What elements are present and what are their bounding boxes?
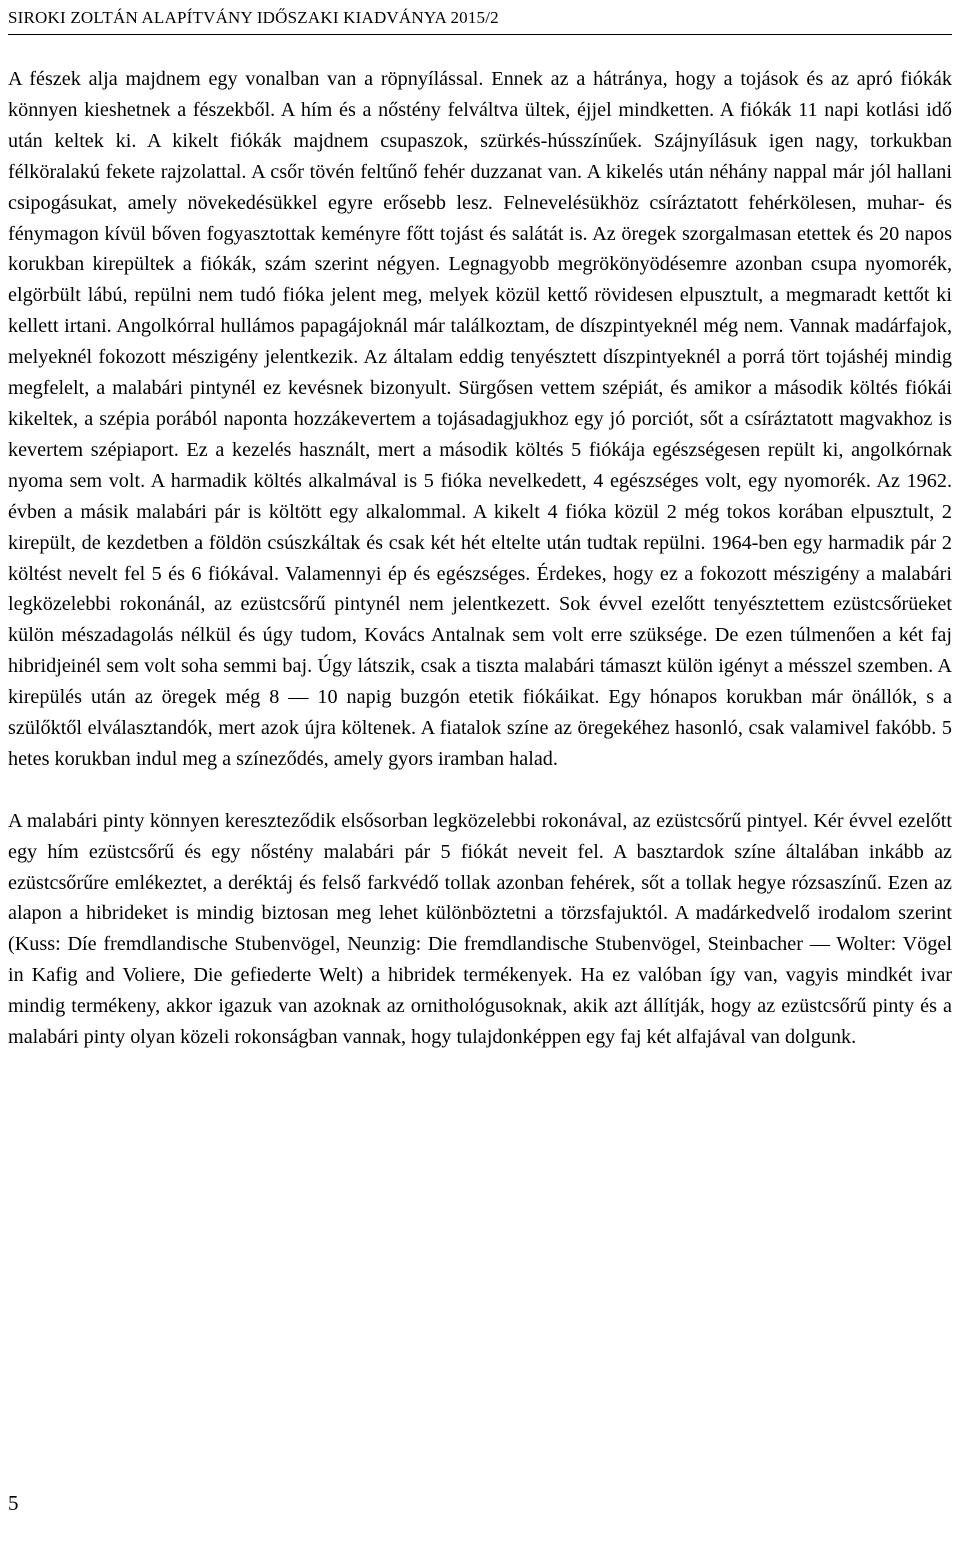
paragraph-2: A malabári pinty könnyen kereszteződik elsősorban legközelebbi rokonával, az ezüstcsőrű pintyel. Kér évvel ezelőtt egy hím ezüstcsőrű és egy nőstény malabári pár 5 fiókát neveit fel. A basztardok színe általában inkább az ezüstcsőrűre emlékeztet, a deréktáj és felső farkvédő tollak azonban fehérek, sőt a tollak hegye rózsaszínű. Ezen az alapon a hibrideket is mindig biztosan meg lehet különböztetni a törzsfajuktól. A madárkedvelő irodalom szerint (Kuss: Díe fremdlandische Stubenvögel, Neunzig: Die fremdlandische Stubenvögel, Steinbacher — Wolter: Vögel in Kafig and Voliere, Die gefiederte Welt) a hibridek termékenyek. Ha ez valóban így van, vagyis mindkét ivar mindig termékeny, akkor igazuk van azoknak az ornithológusoknak, akik azt állítják, hogy az ezüstcsőrű pinty és a malabári pinty olyan közeli rokonságban vannak, hogy tulajdonképpen egy faj két alfajával van dolgunk. (8, 809, 952, 1049)
paragraph-1: A fészek alja majdnem egy vonalban van a röpnyílással. Ennek az a hátránya, hogy a tojások és az apró fiókák könnyen kieshetnek a fészekből. A hím és a nőstény felváltva ültek, éjjel mindketten. A fiókák 11 napi kotlási idő után keltek ki. A kikelt fiókák majdnem csupaszok, szürkés-hússzínűek. Szájnyílásuk igen nagy, torkukban félköralakú fekete rajzolattal. A csőr tövén feltűnő fehér duzzanat van. A kikelés után néhány nappal már jól hallani csipogásukat, amely növekedésükkel egyre erősebb lesz. Felnevelésükhöz csíráztatott fehérkölesen, muhar- és fénymagon kívül bőven fogyasztottak keményre főtt tojást és salátát is. Az öregek szorgalmasan etettek és 20 napos korukban kirepültek a fiókák, szám szerint négyen. Legnagyobb megrökönyödésemre azonban csupa nyomorék, elgörbült lábú, repülni nem tudó fióka jelent meg, melyek közül kettő rövidesen elpusztult, a megmaradt kettőt ki kellett irtani. Angolkórral hullámos papagájoknál már találkoztam, de díszpintyeknél még nem. Vannak madárfajok, melyeknél fokozott mészigény jelentkezik. Az általam eddig tenyésztett díszpintyeknél a porrá tört tojáshéj mindig megfelelt, a malabári pintynél ez kevésnek bizonyult. Sürgősen vettem szépiát, és amikor a második költés fiókái kikeltek, a szépia porából naponta hozzákevertem a tojásadagjukhoz egy jó porciót, sőt a csíráztatott magvakhoz is kevertem szépiaport. Ez a kezelés használt, mert a második költés 5 fiókája egészségesen repült ki, angolkórnak nyoma sem volt. A harmadik költés alkalmával is 5 fióka nevelkedett, 4 egészséges volt, egy nyomorék. Az 1962. évben a másik malabári pár is költött egy alkalommal. A kikelt 4 fióka közül 2 még tokos korában elpusztult, 2 kirepült, de kezdetben a földön csúszkáltak és csak két hét eltelte után tudtak repülni. 1964-ben egy harmadik pár 2 költést nevelt fel 5 és 6 fiókával. Valamennyi ép és egészséges. Érdekes, hogy ez a fokozott mészigény a malabári legközelebbi rokonánál, az ezüstcsőrű pintynél nem jelentkezett. Sok évvel ezelőtt tenyésztettem ezüstcsőrüeket külön mészadagolás nélkül és úgy tudom, Kovács Antalnak sem volt erre szüksége. De ezen túlmenően a két faj hibridjeinél sem volt soha semmi baj. Úgy látszik, csak a tiszta malabári támaszt külön igényt a mésszel szemben. A kirepülés után az öregek még 8 — 10 napig buzgón etetik fiókáikat. Egy hónapos korukban már önállók, s a szülőktől elválasztandók, mert azok újra költenek. A fiatalok színe az öregekéhez hasonló, csak valamivel fakóbb. 5 hetes korukban indul meg a színeződés, amely gyors iramban halad. (8, 68, 952, 770)
running-header: SIROKI ZOLTÁN ALAPÍTVÁNY IDŐSZAKI KIADVÁNYA 2015/2 (8, 8, 952, 35)
page-number: 5 (8, 1491, 19, 1515)
article-body (8, 64, 952, 1053)
